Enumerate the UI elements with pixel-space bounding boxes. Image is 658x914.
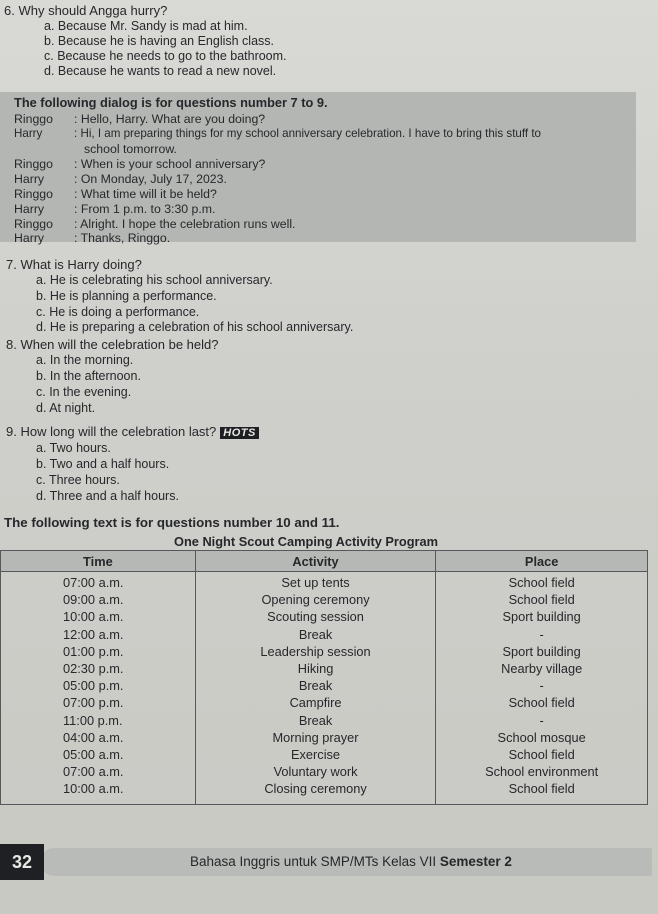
text-intro: The following text is for questions number 10 and 11. [4, 515, 340, 530]
dialog-line: school tomorrow. [84, 142, 177, 156]
activity-cell: Hiking [297, 661, 334, 677]
page-number: 32 [0, 844, 44, 880]
activity-cell: Scouting session [267, 609, 364, 625]
q7-option-b: b. He is planning a performance. [36, 289, 217, 303]
dialog-line: Ringgo : Hello, Harry. What are you doing? [14, 112, 266, 126]
dialog-line: Ringgo : When is your school anniversary? [14, 157, 266, 171]
time-cell: 09:00 a.m. [63, 592, 124, 608]
question-7: 7. What is Harry doing? [6, 257, 142, 272]
activity-cell: Break [298, 712, 333, 728]
time-cell: 10:00 a.m. [63, 781, 124, 797]
schedule-table [0, 550, 648, 805]
table-header-row [1, 551, 648, 572]
place-cell: School field [508, 781, 575, 797]
activity-cell: Campfire [289, 695, 342, 711]
place-cell: School field [508, 695, 575, 711]
time-cell: 01:00 p.m. [63, 643, 124, 659]
q8-option-a: a. In the morning. [36, 353, 134, 367]
place-cell: Sport building [502, 643, 581, 659]
time-cell: 10:00 a.m. [63, 609, 124, 625]
book-title: Bahasa Inggris untuk SMP/MTs Kelas VII Semester 2 [190, 854, 512, 869]
header-time: Time [1, 551, 196, 572]
table-body-row [1, 572, 648, 805]
activity-cell: Leadership session [260, 643, 371, 659]
q7-option-d: d. He is preparing a celebration of his school anniversary. [36, 320, 354, 334]
place-cell: School field [508, 747, 575, 763]
dialog-line: Ringgo : Alright. I hope the celebration runs well. [14, 217, 296, 231]
place-cell: Nearby village [501, 661, 583, 677]
dialog-line: Harry : Thanks, Ringgo. [14, 231, 171, 245]
dialog-line: Harry : On Monday, July 17, 2023. [14, 172, 227, 186]
place-cell: School environment [485, 764, 599, 780]
dialog-line: Ringgo : What time will it be held? [14, 187, 217, 201]
place-cell: - [539, 678, 544, 694]
dialog-line: Harry : From 1 p.m. to 3:30 p.m. [14, 202, 216, 216]
q7-option-a: a. He is celebrating his school anniversary. [36, 273, 273, 287]
activity-cell: Break [298, 678, 333, 694]
time-cell: 05:00 p.m. [63, 678, 124, 694]
time-cell: 04:00 a.m. [63, 729, 124, 745]
question-6: 6. Why should Angga hurry? [4, 3, 168, 18]
activity-cell: Set up tents [281, 575, 350, 590]
activity-cell: Exercise [290, 747, 341, 763]
q7-option-c: c. He is doing a performance. [36, 305, 200, 319]
time-cell: 05:00 a.m. [63, 747, 124, 763]
dialog-intro: The following dialog is for questions number 7 to 9. [14, 95, 328, 110]
q9-option-a: a. Two hours. [36, 441, 111, 455]
place-cell: School field [508, 592, 575, 608]
place-cell: - [539, 626, 544, 642]
schedule-title: One Night Scout Camping Activity Program [174, 534, 439, 549]
time-cell: 07:00 a.m. [63, 764, 124, 780]
time-cell: 07:00 p.m. [63, 695, 124, 711]
q6-option-d: d. Because he wants to read a new novel. [44, 64, 277, 78]
place-cell: Sport building [502, 609, 581, 625]
q6-option-a: a. Because Mr. Sandy is mad at him. [44, 19, 248, 33]
time-column [1, 572, 196, 805]
q8-option-c: c. In the evening. [36, 385, 132, 399]
q9-option-b: b. Two and a half hours. [36, 457, 170, 471]
q9-option-c: c. Three hours. [36, 473, 120, 487]
dialog-line: Harry : Hi, I am preparing things for my school anniversary celebration. I have to bring this stuff to [14, 127, 541, 140]
question-9: 9. How long will the celebration last? HOTS [6, 424, 259, 439]
place-cell: School mosque [497, 729, 586, 745]
place-column [436, 572, 648, 805]
q8-option-b: b. In the afternoon. [36, 369, 141, 383]
page-footer [0, 844, 658, 884]
time-cell: 12:00 a.m. [63, 626, 124, 642]
header-activity: Activity [195, 551, 436, 572]
q6-option-b: b. Because he is having an English class. [44, 34, 274, 48]
activity-column [195, 572, 436, 805]
activity-cell: Voluntary work [273, 764, 358, 780]
question-8: 8. When will the celebration be held? [6, 337, 219, 352]
place-cell: School field [508, 575, 575, 590]
activity-cell: Break [298, 626, 333, 642]
q6-option-c: c. Because he needs to go to the bathroom. [44, 49, 287, 63]
place-cell: - [539, 712, 544, 728]
header-place: Place [436, 551, 648, 572]
time-cell: 11:00 p.m. [63, 712, 123, 728]
q9-option-d: d. Three and a half hours. [36, 489, 179, 503]
activity-cell: Morning prayer [272, 729, 359, 745]
time-cell: 02:30 p.m. [63, 661, 124, 677]
q8-option-d: d. At night. [36, 401, 96, 415]
activity-cell: Closing ceremony [264, 781, 367, 797]
activity-cell: Opening ceremony [261, 592, 370, 608]
time-cell: 07:00 a.m. [63, 575, 124, 590]
hots-badge: HOTS [220, 427, 259, 439]
